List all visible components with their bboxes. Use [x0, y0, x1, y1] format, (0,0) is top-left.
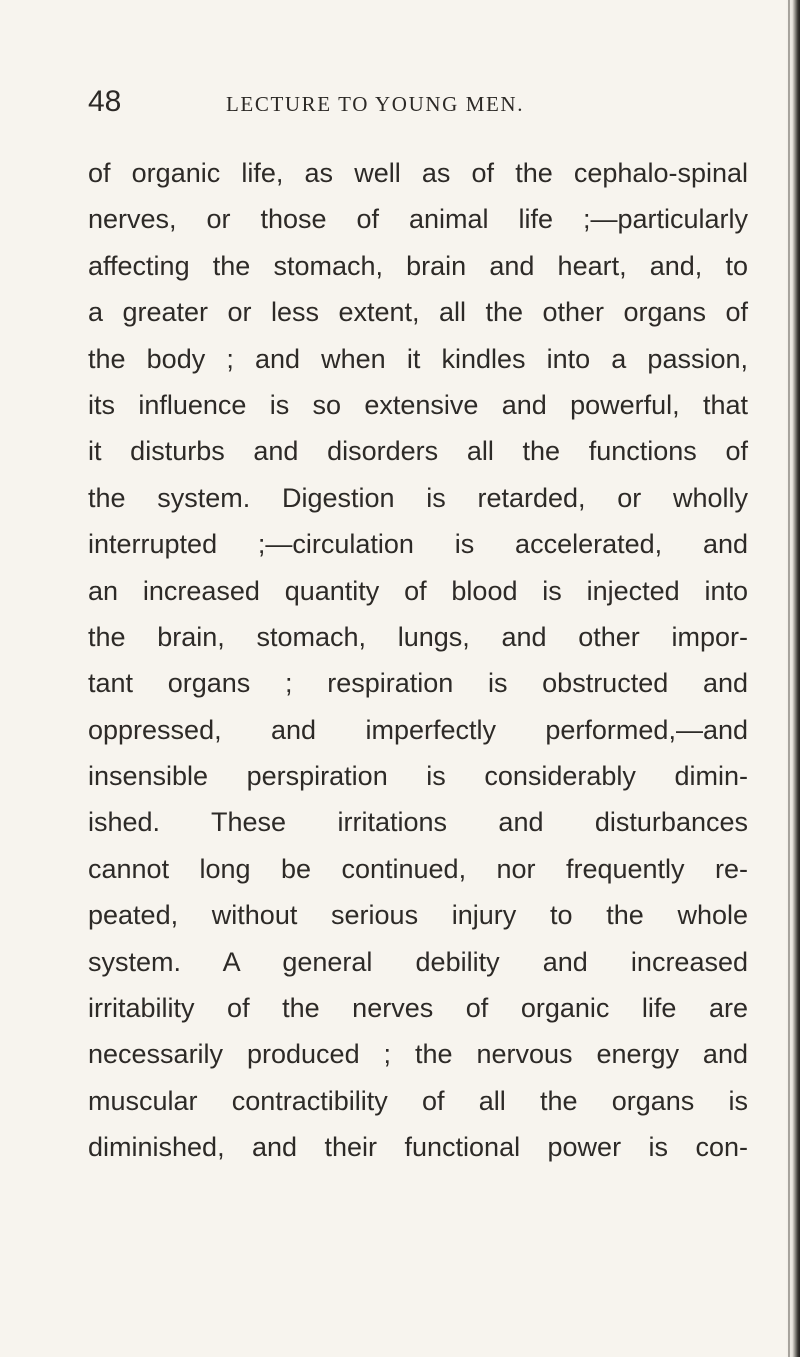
text-line: nerves, or those of animal life ;—particularly: [88, 204, 748, 235]
page-number: 48: [88, 85, 122, 118]
running-head: LECTURE TO YOUNG MEN.: [226, 92, 525, 116]
text-line: insensible perspiration is considerably dimin-: [88, 761, 748, 792]
body-text: [88, 150, 748, 1171]
text-line: its influence is so extensive and powerful, that: [88, 389, 748, 420]
text-line: a greater or less extent, all the other organs of: [88, 297, 748, 328]
text-line: peated, without serious injury to the whole: [88, 900, 748, 931]
book-gutter-shadow: [786, 0, 800, 1357]
text-line: necessarily produced ; the nervous energy and: [88, 1039, 748, 1070]
text-line: the body ; and when it kindles into a passion,: [88, 343, 748, 374]
text-line: tant organs ; respiration is obstructed and: [88, 668, 748, 699]
text-line: of organic life, as well as of the cephalo-spinal: [88, 158, 748, 188]
text-line: ished. These irritations and disturbances: [88, 807, 748, 838]
text-line: an increased quantity of blood is injected into: [88, 575, 748, 606]
text-line: it disturbs and disorders all the functions of: [88, 436, 748, 467]
text-line: system. A general debility and increased: [88, 946, 748, 977]
text-line: interrupted ;—circulation is accelerated, and: [88, 529, 748, 560]
text-line: irritability of the nerves of organic life are: [88, 993, 748, 1024]
text-line: the system. Digestion is retarded, or wholly: [88, 482, 748, 513]
text-line: muscular contractibility of all the organs is: [88, 1085, 748, 1116]
text-line: the brain, stomach, lungs, and other impor-: [88, 621, 748, 652]
text-line: affecting the stomach, brain and heart, and, to: [88, 250, 748, 281]
text-line: oppressed, and imperfectly performed,—and: [88, 714, 748, 745]
page-header: [88, 86, 748, 126]
text-line: cannot long be continued, nor frequently re-: [88, 853, 748, 884]
text-line: diminished, and their functional power is con-: [88, 1132, 748, 1163]
